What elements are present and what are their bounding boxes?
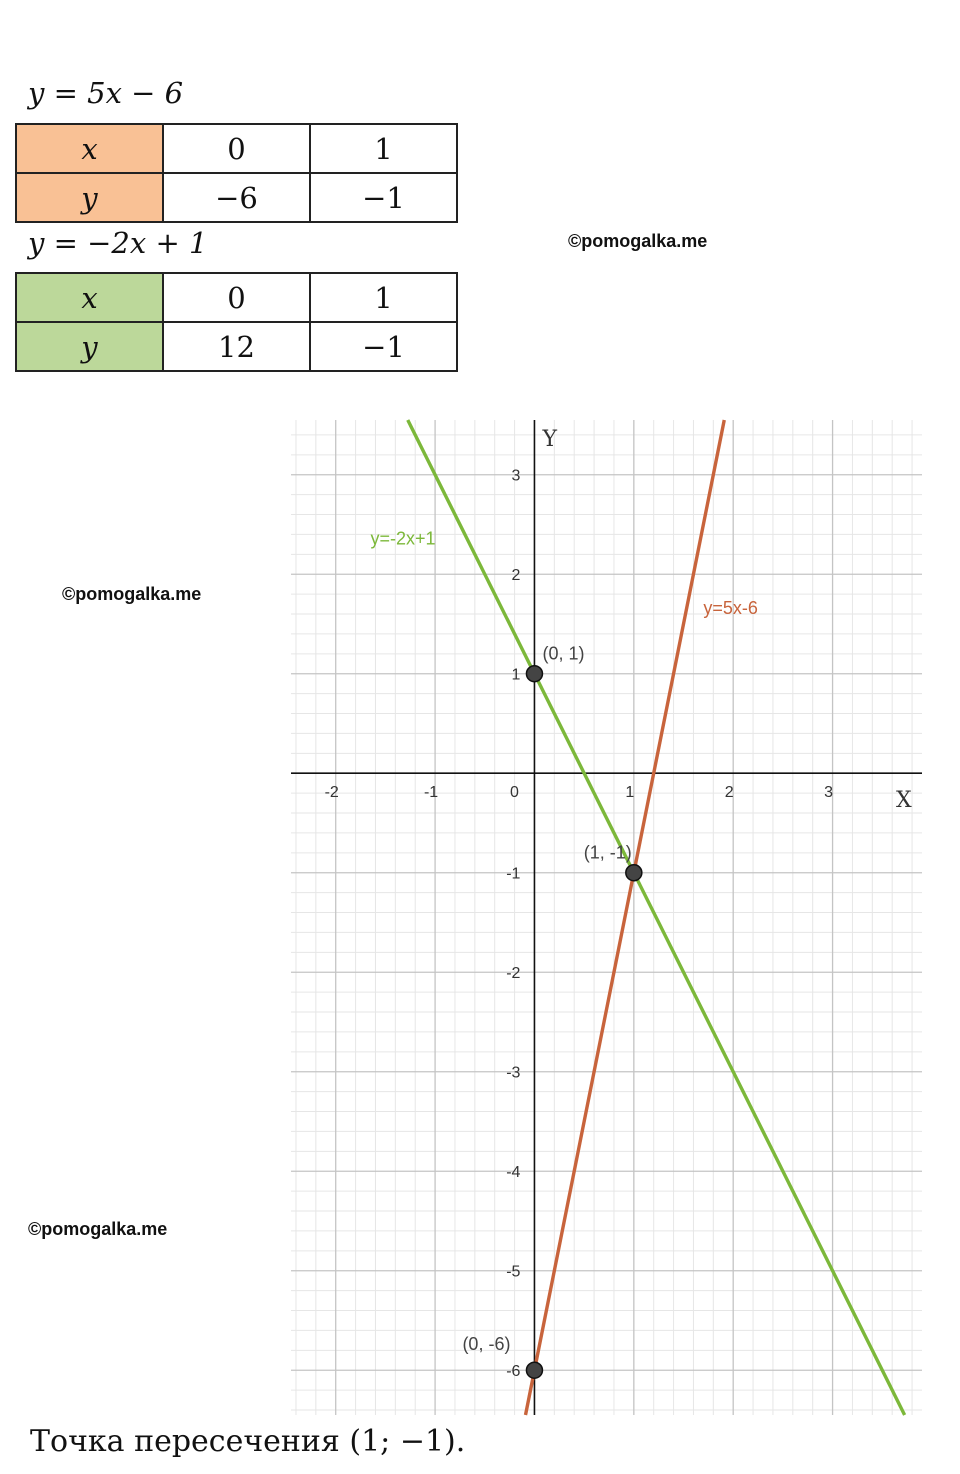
table-cell: −6 — [163, 173, 310, 222]
series-lines — [370, 420, 904, 1415]
point-label: (0, -6) — [462, 1334, 511, 1355]
points — [462, 644, 641, 1379]
data-point — [626, 865, 642, 881]
x-tick-label: 2 — [724, 784, 734, 802]
series-label: y=-2x+1 — [370, 528, 436, 549]
conclusion-text: Точка пересечения (1; −1). — [30, 1424, 466, 1459]
y-tick-label: -2 — [506, 965, 521, 983]
watermark: ©pomogalka.me — [28, 1219, 168, 1239]
y-axis-label: Y — [542, 427, 557, 452]
x-tick-label: 3 — [824, 784, 834, 802]
y-tick-label: -5 — [506, 1263, 521, 1281]
x-tick-label: 0 — [510, 784, 519, 802]
minor-grid — [291, 420, 922, 1415]
series-label: y=5x-6 — [703, 598, 758, 619]
row-header-y: y — [16, 322, 163, 371]
x-tick-label: -1 — [423, 784, 439, 802]
series-line — [408, 420, 905, 1415]
y-tick-label: -1 — [506, 865, 521, 883]
table-cell: −1 — [310, 173, 457, 222]
table-cell: −1 — [310, 322, 457, 371]
watermark: ©pomogalka.me — [568, 231, 708, 251]
point-label: (1, -1) — [583, 842, 632, 863]
series-line — [526, 420, 725, 1415]
x-tick-label: -2 — [324, 784, 339, 802]
y-tick-label: -6 — [506, 1363, 521, 1381]
equation-2: y = −2x + 1 — [28, 226, 208, 260]
axes — [291, 420, 922, 1415]
y-tick-label: 3 — [511, 467, 521, 485]
y-tick-label: -4 — [506, 1164, 521, 1182]
table-cell: 1 — [310, 273, 457, 322]
row-header-y: y — [16, 173, 163, 222]
data-point — [526, 1362, 542, 1378]
table-cell: 1 — [310, 124, 457, 173]
point-label: (0, 1) — [542, 643, 585, 664]
table-cell: 0 — [163, 124, 310, 173]
data-point — [526, 666, 542, 682]
table-cell: 0 — [163, 273, 310, 322]
equation-1: y = 5x − 6 — [28, 76, 184, 110]
y-tick-label: 2 — [511, 567, 521, 585]
major-grid — [291, 420, 922, 1415]
x-tick-label: 1 — [625, 784, 635, 802]
row-header-x: x — [16, 124, 163, 173]
watermark: ©pomogalka.me — [62, 584, 202, 604]
y-tick-label: 1 — [511, 666, 521, 684]
row-header-x: x — [16, 273, 163, 322]
table-cell: 12 — [163, 322, 310, 371]
y-tick-label: -3 — [506, 1064, 521, 1082]
x-axis-label: X — [896, 788, 912, 814]
